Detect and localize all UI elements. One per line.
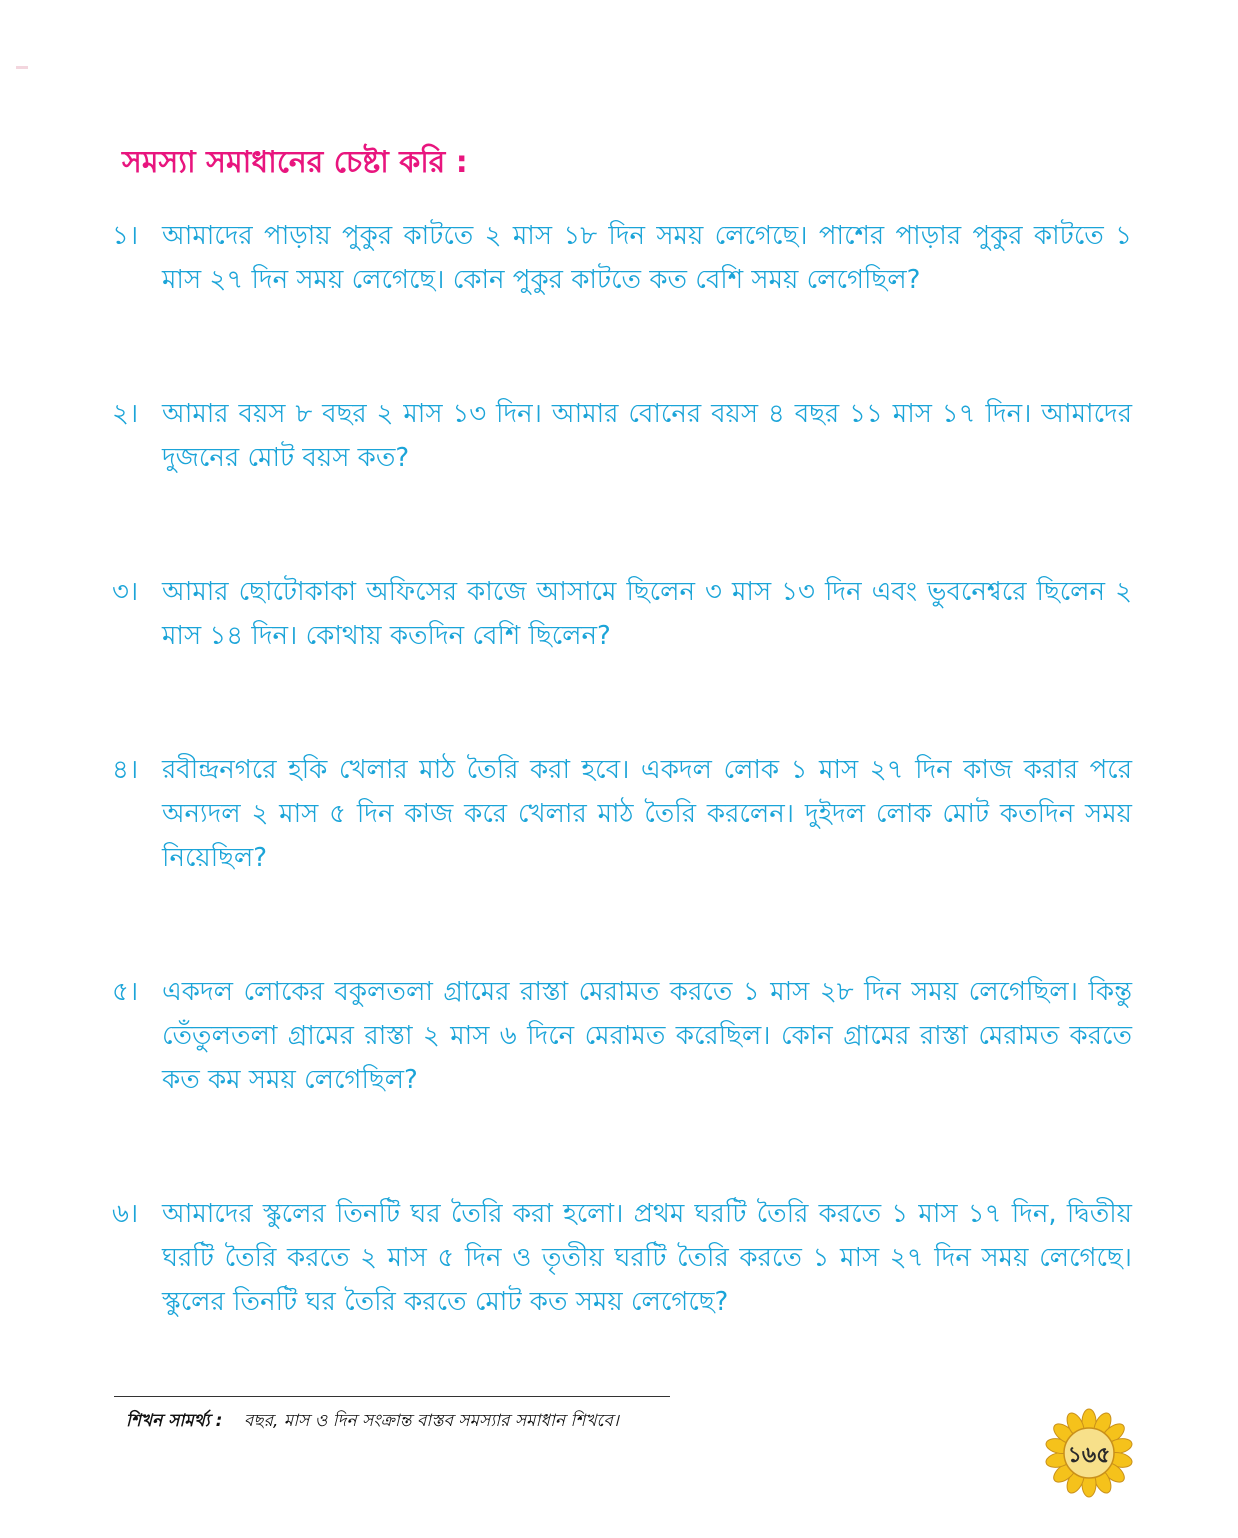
problem-text: আমাদের স্কুলের তিনটি ঘর তৈরি করা হলো। প্রথম ঘরটি তৈরি করতে ১ মাস ১৭ দিন, দ্বিতীয় ঘরটি তৈরি করতে ২ মাস ৫ দিন ও তৃতীয় ঘরটি তৈরি করতে ১ মাস ২৭ দিন সময় লেগেছে। স্কুলের তিনটি ঘর তৈরি করতে মোট কত সময় লেগেছে?: [162, 1199, 1132, 1317]
problem-number: ২।: [112, 399, 139, 429]
problem-text: একদল লোকের বকুলতলা গ্রামের রাস্তা মেরামত করতে ১ মাস ২৮ দিন সময় লেগেছিল। কিন্তু তেঁতুলতলা গ্রামের রাস্তা ২ মাস ৬ দিনে মেরামত করেছিল। কোন গ্রামের রাস্তা মেরামত করতে কত কম সময় লেগেছিল?: [162, 977, 1132, 1095]
footer-divider: [114, 1396, 670, 1397]
problem-number: ৪।: [112, 755, 139, 785]
problem-text: আমাদের পাড়ায় পুকুর কাটতে ২ মাস ১৮ দিন সময় লেগেছে। পাশের পাড়ার পুকুর কাটতে ১ মাস ২৭ দিন সময় লেগেছে। কোন পুকুর কাটতে কত বেশি সময় লেগেছিল?: [162, 221, 1132, 295]
problem-2: [112, 392, 1132, 480]
section-heading: সমস্যা সমাধানের চেষ্টা করি :: [122, 145, 468, 180]
problem-1: [112, 214, 1132, 302]
problem-number: ৬।: [112, 1199, 139, 1229]
problem-number: ৫।: [112, 977, 139, 1007]
problem-6: [112, 1192, 1132, 1324]
problem-5: [112, 970, 1132, 1102]
problem-number: ১।: [112, 221, 139, 251]
problem-number: ৩।: [112, 577, 139, 607]
problem-text: আমার বয়স ৮ বছর ২ মাস ১৩ দিন। আমার বোনের বয়স ৪ বছর ১১ মাস ১৭ দিন। আমাদের দুজনের মোট বয়স কত?: [162, 399, 1132, 473]
page-number-badge: [1044, 1408, 1134, 1498]
problem-4: [112, 748, 1132, 880]
page-number: ১৬৫: [1067, 1443, 1111, 1468]
learning-outcome-note: [126, 1408, 619, 1436]
problem-text: রবীন্দ্রনগরে হকি খেলার মাঠ তৈরি করা হবে। একদল লোক ১ মাস ২৭ দিন কাজ করার পরে অন্যদল ২ মাস ৫ দিন কাজ করে খেলার মাঠ তৈরি করলেন। দুইদল লোক মোট কতদিন সময় নিয়েছিল?: [162, 755, 1132, 873]
problem-text: আমার ছোটোকাকা অফিসের কাজে আসামে ছিলেন ৩ মাস ১৩ দিন এবং ভুবনেশ্বরে ছিলেন ২ মাস ১৪ দিন। কোথায় কতদিন বেশি ছিলেন?: [162, 577, 1132, 651]
learning-outcome-label: শিখন সামর্থ্য :: [126, 1411, 223, 1431]
problem-3: [112, 570, 1132, 658]
corner-crop-mark: [16, 66, 28, 69]
learning-outcome-text: বছর, মাস ও দিন সংক্রান্ত বাস্তব সমস্যার সমাধান শিখবে।: [243, 1411, 619, 1431]
